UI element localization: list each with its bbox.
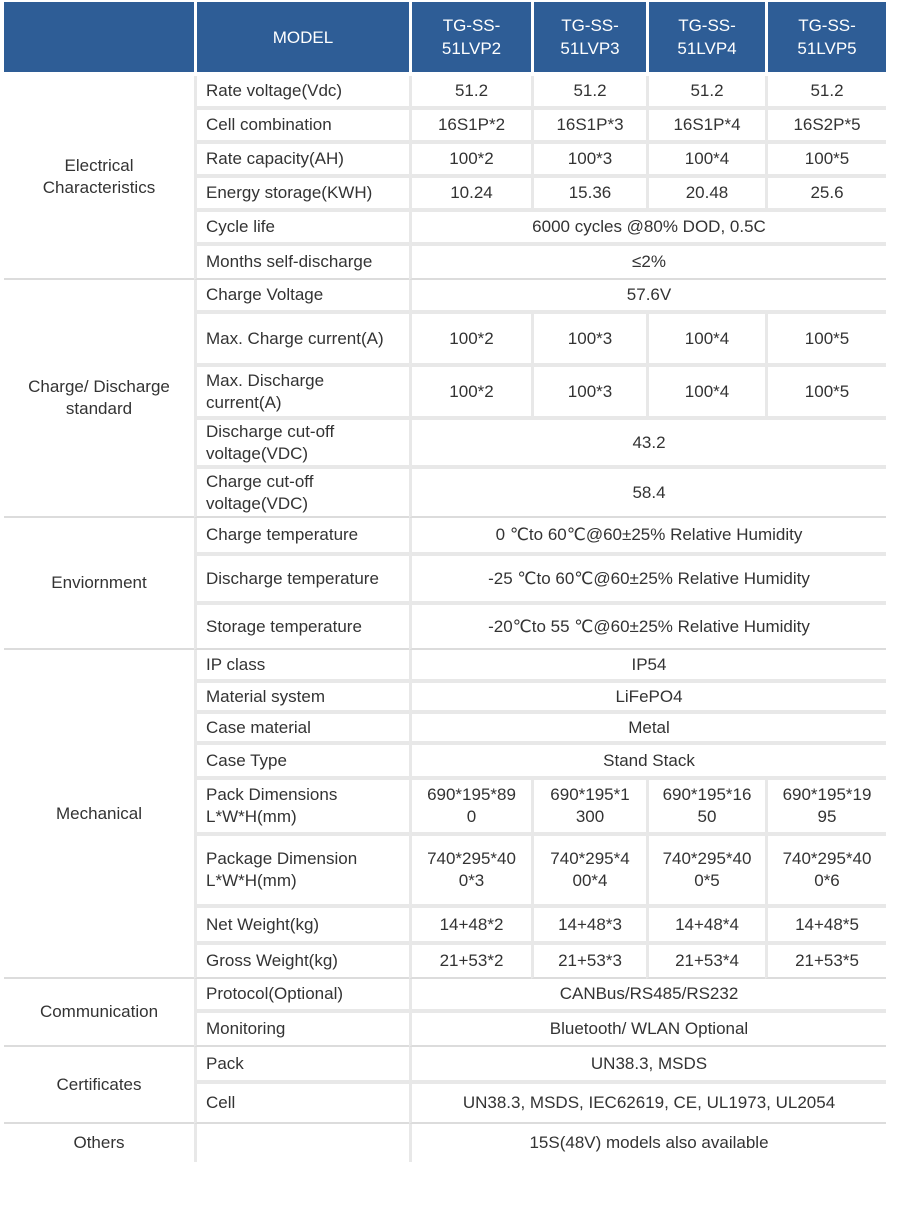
cell-value-merged: UN38.3, MSDS [409,1047,886,1084]
model-col-1 [409,2,531,76]
row-label [194,469,409,518]
row-label: Rate voltage(Vdc) [194,76,409,110]
row-label: Rate capacity(AH) [194,144,409,178]
cell-value: 10.24 [409,178,531,212]
table-row [4,280,886,314]
row-label: Storage temperature [194,605,409,650]
model-header [194,2,409,76]
section-title-environment: Enviornment [4,518,194,650]
cell-value: 51.2 [409,76,531,110]
model-name-line2: 51LVP4 [677,39,737,58]
cell-value: 16S2P*5 [765,110,886,144]
row-label: Gross Weight(kg) [194,945,409,979]
value-line1: 690*195*89 [427,785,516,804]
row-label: Net Weight(kg) [194,908,409,945]
cell-value-merged: 57.6V [409,280,886,314]
value-line1: 690*195*1 [550,785,630,804]
cell-value-merged: UN38.3, MSDS, IEC62619, CE, UL1973, UL2054 [409,1084,886,1124]
model-name-line1: TG-SS- [678,16,736,35]
cell-value: 51.2 [646,76,765,110]
spec-table [4,2,886,1162]
cell-value: 51.2 [765,76,886,110]
row-label: Charge Voltage [194,280,409,314]
cell-value-merged: CANBus/RS485/RS232 [409,979,886,1013]
cell-value: 100*2 [409,367,531,420]
cell-value-merged: Stand Stack [409,745,886,780]
cell-value: 14+48*2 [409,908,531,945]
cell-value: 100*4 [646,314,765,367]
row-label: Cycle life [194,212,409,246]
value-line2: 0*6 [814,871,840,890]
model-name-line2: 51LVP5 [797,39,857,58]
cell-value: 14+48*4 [646,908,765,945]
value-line2: 00*4 [572,871,608,890]
model-name-line1: TG-SS- [561,16,619,35]
cell-value [646,780,765,836]
section-title-line1: Electrical [64,156,134,175]
cell-value: 21+53*3 [531,945,646,979]
section-title-charge-discharge [4,280,194,518]
row-label: Material system [194,683,409,714]
label-line1: Charge cut-off [206,471,314,491]
header-row [4,2,886,76]
label-line1: Package Dimension [206,849,358,868]
label-line1: Pack Dimensions [206,785,338,804]
value-line1: 690*195*19 [782,785,872,804]
cell-value-merged: Metal [409,714,886,745]
value-line2: 0 [466,807,477,826]
cell-value: 21+53*2 [409,945,531,979]
cell-value-merged: Bluetooth/ WLAN Optional [409,1013,886,1047]
value-line1: 740*295*40 [662,849,752,868]
cell-value: 100*5 [765,367,886,420]
table-row [4,76,886,110]
model-col-2 [531,2,646,76]
cell-value [409,836,531,908]
value-line2: 300 [575,807,605,826]
table-row [4,979,886,1013]
cell-value [531,780,646,836]
section-title-mechanical: Mechanical [4,650,194,979]
value-line2: 0*5 [694,871,720,890]
table-row [4,650,886,683]
model-col-3 [646,2,765,76]
cell-value: 21+53*5 [765,945,886,979]
row-label [194,836,409,908]
model-name-line1: TG-SS- [798,16,856,35]
table-row [4,518,886,556]
model-name-line2: 51LVP2 [441,39,502,58]
model-label: MODEL [272,27,334,47]
row-label: Charge temperature [194,518,409,556]
model-name-line2: 51LVP3 [560,39,620,58]
cell-value-merged: 0 ℃to 60℃@60±25% Relative Humidity [409,518,886,556]
cell-value: 100*5 [765,144,886,178]
row-label [194,780,409,836]
value-line1: 740*295*40 [427,849,516,868]
row-label: IP class [194,650,409,683]
row-label: Cell combination [194,110,409,144]
section-title-line2: standard [65,399,133,418]
cell-value: 51.2 [531,76,646,110]
cell-value-merged: 43.2 [409,420,886,469]
row-label: Discharge temperature [194,556,409,605]
value-line1: 740*295*40 [782,849,872,868]
cell-value [765,780,886,836]
section-title-line1: Charge/ Discharge [28,377,170,396]
cell-value: 14+48*3 [531,908,646,945]
section-title-certificates: Certificates [4,1047,194,1124]
value-line2: 0*3 [458,871,485,890]
cell-value-merged: ≤2% [409,246,886,280]
label-line1: Max. Discharge [206,370,325,390]
value-line2: 95 [817,807,837,826]
section-title-line2: Characteristics [42,178,156,197]
table-row [4,1124,886,1162]
model-name-line1: TG-SS- [442,16,501,35]
cell-value: 16S1P*4 [646,110,765,144]
header-corner [4,2,194,76]
cell-value: 100*3 [531,367,646,420]
cell-value [646,836,765,908]
label-line1: Discharge cut-off [206,421,335,441]
cell-value-merged: -20℃to 55 ℃@60±25% Relative Humidity [409,605,886,650]
row-label [194,367,409,420]
label-line2: L*W*H(mm) [206,807,297,826]
cell-value [409,780,531,836]
cell-value: 100*2 [409,144,531,178]
row-label: Energy storage(KWH) [194,178,409,212]
cell-value: 100*3 [531,144,646,178]
label-line2: current(A) [206,392,282,412]
table-row [4,1047,886,1084]
cell-value: 20.48 [646,178,765,212]
row-label-empty [194,1124,409,1162]
cell-value: 100*5 [765,314,886,367]
cell-value [531,836,646,908]
cell-value-merged: -25 ℃to 60℃@60±25% Relative Humidity [409,556,886,605]
cell-value: 100*4 [646,144,765,178]
row-label: Monitoring [194,1013,409,1047]
cell-value: 14+48*5 [765,908,886,945]
row-label: Max. Charge current(A) [194,314,409,367]
row-label: Protocol(Optional) [194,979,409,1013]
cell-value: 100*2 [409,314,531,367]
value-line1: 740*295*4 [550,849,630,868]
row-label: Cell [194,1084,409,1124]
cell-value: 100*3 [531,314,646,367]
model-col-4 [765,2,886,76]
cell-value: 100*4 [646,367,765,420]
row-label: Case material [194,714,409,745]
cell-value: 21+53*4 [646,945,765,979]
section-title-communication: Communication [4,979,194,1047]
row-label: Case Type [194,745,409,780]
cell-value: 16S1P*2 [409,110,531,144]
cell-value-merged: 58.4 [409,469,886,518]
cell-value-merged: 6000 cycles @80% DOD, 0.5C [409,212,886,246]
cell-value-merged: IP54 [409,650,886,683]
label-line2: voltage(VDC) [206,493,309,513]
label-line2: voltage(VDC) [206,443,309,463]
label-line2: L*W*H(mm) [206,871,297,890]
cell-value: 25.6 [765,178,886,212]
cell-value: 16S1P*3 [531,110,646,144]
section-title-electrical [4,76,194,280]
cell-value-merged: 15S(48V) models also available [409,1124,886,1162]
row-label: Pack [194,1047,409,1084]
cell-value [765,836,886,908]
cell-value: 15.36 [531,178,646,212]
cell-value-merged: LiFePO4 [409,683,886,714]
value-line1: 690*195*16 [662,785,752,804]
section-title-others: Others [73,1133,125,1152]
row-label [194,420,409,469]
row-label: Months self-discharge [194,246,409,280]
value-line2: 50 [697,807,717,826]
